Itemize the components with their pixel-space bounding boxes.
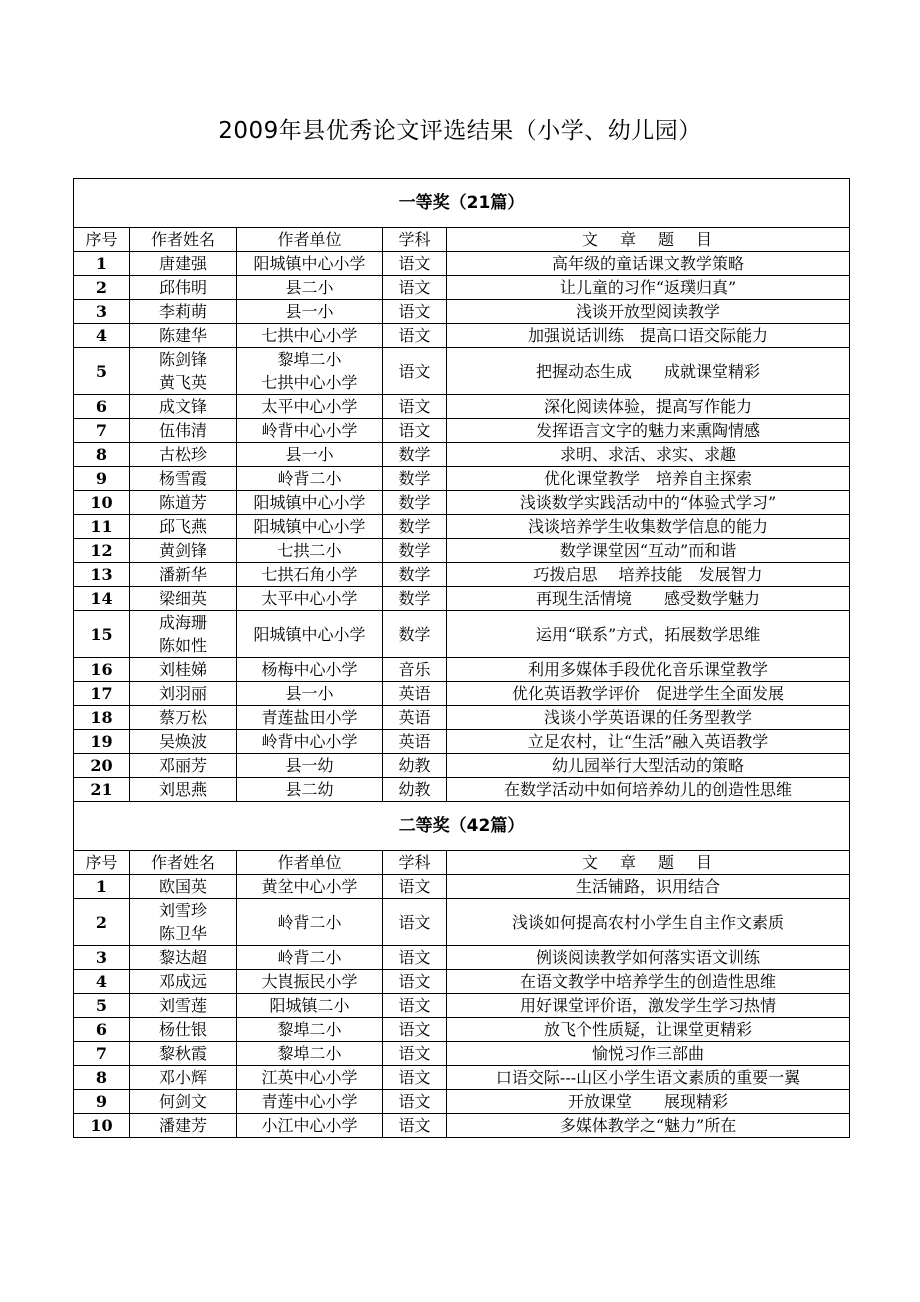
row-unit: 岭背中心小学 [237, 419, 383, 443]
table-row [74, 539, 850, 563]
row-author: 刘思燕 [130, 778, 237, 802]
header-author: 作者姓名 [130, 228, 237, 252]
row-no: 10 [74, 1114, 130, 1138]
row-author: 陈建华 [130, 324, 237, 348]
section-heading-row [74, 802, 850, 851]
row-paper: 幼儿园举行大型活动的策略 [447, 754, 850, 778]
row-unit: 阳城镇中心小学 [237, 515, 383, 539]
row-unit: 七拱二小 [237, 539, 383, 563]
row-no: 4 [74, 324, 130, 348]
row-paper: 高年级的童话课文教学策略 [447, 252, 850, 276]
table-row [74, 970, 850, 994]
row-unit: 岭背二小 [237, 899, 383, 946]
row-author: 邓小辉 [130, 1066, 237, 1090]
row-unit: 江英中心小学 [237, 1066, 383, 1090]
row-paper: 数学课堂因“互动”而和谐 [447, 539, 850, 563]
row-no: 6 [74, 395, 130, 419]
row-author: 邱飞燕 [130, 515, 237, 539]
row-paper: 发挥语言文字的魅力来熏陶情感 [447, 419, 850, 443]
row-subject: 语文 [383, 994, 447, 1018]
table-row [74, 467, 850, 491]
row-author: 黎秋霞 [130, 1042, 237, 1066]
table-row [74, 419, 850, 443]
row-paper: 运用“联系”方式，拓展数学思维 [447, 611, 850, 658]
row-author: 邓成远 [130, 970, 237, 994]
row-subject: 语文 [383, 1018, 447, 1042]
row-paper: 口语交际---山区小学生语文素质的重要一翼 [447, 1066, 850, 1090]
row-paper: 利用多媒体手段优化音乐课堂教学 [447, 658, 850, 682]
row-no: 14 [74, 587, 130, 611]
row-subject: 英语 [383, 682, 447, 706]
row-subject: 数学 [383, 443, 447, 467]
table-row [74, 443, 850, 467]
page-title: 2009年县优秀论文评选结果（小学、幼儿园） [218, 118, 702, 144]
row-no: 6 [74, 1018, 130, 1042]
row-subject: 数学 [383, 587, 447, 611]
row-subject: 音乐 [383, 658, 447, 682]
row-subject: 语文 [383, 419, 447, 443]
row-paper: 在语文教学中培养学生的创造性思维 [447, 970, 850, 994]
row-paper: 优化课堂教学 培养自主探索 [447, 467, 850, 491]
row-no: 10 [74, 491, 130, 515]
row-no: 19 [74, 730, 130, 754]
row-paper: 多媒体教学之“魅力”所在 [447, 1114, 850, 1138]
row-no: 13 [74, 563, 130, 587]
row-subject: 语文 [383, 252, 447, 276]
row-unit: 岭背二小 [237, 946, 383, 970]
table-row [74, 994, 850, 1018]
row-author: 陈剑锋 黄飞英 [130, 348, 237, 395]
table-row [74, 754, 850, 778]
row-subject: 幼教 [383, 778, 447, 802]
section-heading: 二等奖（42篇） [74, 802, 850, 851]
row-no: 1 [74, 252, 130, 276]
table-row [74, 300, 850, 324]
row-paper: 优化英语教学评价 促进学生全面发展 [447, 682, 850, 706]
row-paper: 浅谈开放型阅读教学 [447, 300, 850, 324]
table-row [74, 1066, 850, 1090]
row-no: 5 [74, 994, 130, 1018]
row-paper: 求明、求活、求实、求趣 [447, 443, 850, 467]
row-unit: 阳城镇二小 [237, 994, 383, 1018]
row-no: 5 [74, 348, 130, 395]
table-row [74, 730, 850, 754]
row-no: 3 [74, 946, 130, 970]
row-paper: 浅谈培养学生收集数学信息的能力 [447, 515, 850, 539]
row-paper: 用好课堂评价语，激发学生学习热情 [447, 994, 850, 1018]
header-subject: 学科 [383, 228, 447, 252]
row-paper: 浅谈数学实践活动中的“体验式学习” [447, 491, 850, 515]
table-row [74, 946, 850, 970]
row-unit: 青莲中心小学 [237, 1090, 383, 1114]
row-unit: 黄坌中心小学 [237, 875, 383, 899]
row-subject: 语文 [383, 875, 447, 899]
row-unit: 县二幼 [237, 778, 383, 802]
row-paper: 放飞个性质疑，让课堂更精彩 [447, 1018, 850, 1042]
row-paper: 立足农村，让“生活”融入英语教学 [447, 730, 850, 754]
row-author: 刘羽丽 [130, 682, 237, 706]
table-row [74, 682, 850, 706]
row-subject: 语文 [383, 1090, 447, 1114]
row-paper: 开放课堂 展现精彩 [447, 1090, 850, 1114]
row-no: 16 [74, 658, 130, 682]
row-paper: 深化阅读体验，提高写作能力 [447, 395, 850, 419]
column-header-row [74, 851, 850, 875]
row-paper: 愉悦习作三部曲 [447, 1042, 850, 1066]
row-no: 20 [74, 754, 130, 778]
row-unit: 县一小 [237, 300, 383, 324]
row-author: 邱伟明 [130, 276, 237, 300]
header-paper: 文章题目 [447, 228, 850, 252]
row-unit: 县一小 [237, 443, 383, 467]
row-subject: 语文 [383, 946, 447, 970]
row-no: 4 [74, 970, 130, 994]
row-subject: 语文 [383, 348, 447, 395]
row-paper: 把握动态生成 成就课堂精彩 [447, 348, 850, 395]
table-row [74, 875, 850, 899]
row-subject: 语文 [383, 970, 447, 994]
row-paper: 巧拨启思 培养技能 发展智力 [447, 563, 850, 587]
row-author: 蔡万松 [130, 706, 237, 730]
table-row [74, 899, 850, 946]
row-paper: 浅谈如何提高农村小学生自主作文素质 [447, 899, 850, 946]
row-author: 杨仕银 [130, 1018, 237, 1042]
row-unit: 七拱中心小学 [237, 324, 383, 348]
table-row [74, 395, 850, 419]
header-paper: 文章题目 [447, 851, 850, 875]
table-row [74, 1114, 850, 1138]
row-subject: 英语 [383, 706, 447, 730]
row-unit: 岭背二小 [237, 467, 383, 491]
section-heading-row [74, 179, 850, 228]
header-subject: 学科 [383, 851, 447, 875]
table-row [74, 515, 850, 539]
row-subject: 语文 [383, 300, 447, 324]
row-author: 邓丽芳 [130, 754, 237, 778]
row-unit: 岭背中心小学 [237, 730, 383, 754]
column-header-row [74, 228, 850, 252]
row-subject: 语文 [383, 1042, 447, 1066]
row-author: 伍伟清 [130, 419, 237, 443]
row-author: 刘雪珍 陈卫华 [130, 899, 237, 946]
row-unit: 青莲盐田小学 [237, 706, 383, 730]
row-subject: 语文 [383, 1066, 447, 1090]
row-unit: 黎埠二小 [237, 1042, 383, 1066]
table-row [74, 1090, 850, 1114]
header-author: 作者姓名 [130, 851, 237, 875]
row-paper: 在数学活动中如何培养幼儿的创造性思维 [447, 778, 850, 802]
row-no: 3 [74, 300, 130, 324]
award-table [73, 178, 850, 1138]
row-no: 2 [74, 899, 130, 946]
row-unit: 太平中心小学 [237, 587, 383, 611]
table-row [74, 276, 850, 300]
row-author: 刘桂娣 [130, 658, 237, 682]
row-paper: 例谈阅读教学如何落实语文训练 [447, 946, 850, 970]
table-row [74, 348, 850, 395]
row-author: 李莉萌 [130, 300, 237, 324]
table-row [74, 587, 850, 611]
row-no: 8 [74, 1066, 130, 1090]
row-no: 21 [74, 778, 130, 802]
header-no: 序号 [74, 851, 130, 875]
row-unit: 七拱石角小学 [237, 563, 383, 587]
row-unit: 县一小 [237, 682, 383, 706]
table-row [74, 658, 850, 682]
row-subject: 语文 [383, 324, 447, 348]
row-unit: 小江中心小学 [237, 1114, 383, 1138]
table-row [74, 491, 850, 515]
row-paper: 生活铺路，识用结合 [447, 875, 850, 899]
row-no: 18 [74, 706, 130, 730]
row-subject: 语文 [383, 276, 447, 300]
row-author: 陈道芳 [130, 491, 237, 515]
header-no: 序号 [74, 228, 130, 252]
table-row [74, 706, 850, 730]
row-no: 8 [74, 443, 130, 467]
table-row [74, 324, 850, 348]
row-no: 17 [74, 682, 130, 706]
row-unit: 黎埠二小 [237, 1018, 383, 1042]
row-author: 何剑文 [130, 1090, 237, 1114]
row-author: 潘新华 [130, 563, 237, 587]
row-no: 7 [74, 1042, 130, 1066]
row-no: 7 [74, 419, 130, 443]
table-row [74, 611, 850, 658]
award-table-body [74, 179, 850, 1138]
row-author: 欧国英 [130, 875, 237, 899]
row-author: 刘雪莲 [130, 994, 237, 1018]
header-unit: 作者单位 [237, 228, 383, 252]
row-unit: 县二小 [237, 276, 383, 300]
row-no: 11 [74, 515, 130, 539]
row-paper: 浅谈小学英语课的任务型教学 [447, 706, 850, 730]
table-row [74, 1018, 850, 1042]
row-unit: 阳城镇中心小学 [237, 491, 383, 515]
row-subject: 数学 [383, 491, 447, 515]
row-author: 潘建芳 [130, 1114, 237, 1138]
table-row [74, 252, 850, 276]
row-author: 吴焕波 [130, 730, 237, 754]
row-unit: 黎埠二小 七拱中心小学 [237, 348, 383, 395]
header-unit: 作者单位 [237, 851, 383, 875]
row-subject: 英语 [383, 730, 447, 754]
row-unit: 太平中心小学 [237, 395, 383, 419]
row-subject: 数学 [383, 515, 447, 539]
row-unit: 大崀振民小学 [237, 970, 383, 994]
row-author: 古松珍 [130, 443, 237, 467]
table-row [74, 778, 850, 802]
row-no: 2 [74, 276, 130, 300]
row-no: 15 [74, 611, 130, 658]
row-author: 杨雪霞 [130, 467, 237, 491]
row-author: 成文锋 [130, 395, 237, 419]
row-author: 梁细英 [130, 587, 237, 611]
row-author: 唐建强 [130, 252, 237, 276]
row-no: 9 [74, 1090, 130, 1114]
row-paper: 加强说话训练 提高口语交际能力 [447, 324, 850, 348]
row-paper: 让儿童的习作“返璞归真” [447, 276, 850, 300]
row-subject: 语文 [383, 395, 447, 419]
row-no: 1 [74, 875, 130, 899]
table-row [74, 563, 850, 587]
row-no: 12 [74, 539, 130, 563]
row-subject: 数学 [383, 467, 447, 491]
row-subject: 数学 [383, 563, 447, 587]
row-subject: 数学 [383, 611, 447, 658]
section-heading: 一等奖（21篇） [74, 179, 850, 228]
row-author: 成海珊 陈如性 [130, 611, 237, 658]
table-row [74, 1042, 850, 1066]
row-unit: 县一幼 [237, 754, 383, 778]
row-subject: 幼教 [383, 754, 447, 778]
row-subject: 数学 [383, 539, 447, 563]
row-unit: 杨梅中心小学 [237, 658, 383, 682]
row-paper: 再现生活情境 感受数学魅力 [447, 587, 850, 611]
row-unit: 阳城镇中心小学 [237, 252, 383, 276]
row-unit: 阳城镇中心小学 [237, 611, 383, 658]
row-author: 黄剑锋 [130, 539, 237, 563]
row-subject: 语文 [383, 1114, 447, 1138]
row-subject: 语文 [383, 899, 447, 946]
row-author: 黎达超 [130, 946, 237, 970]
row-no: 9 [74, 467, 130, 491]
